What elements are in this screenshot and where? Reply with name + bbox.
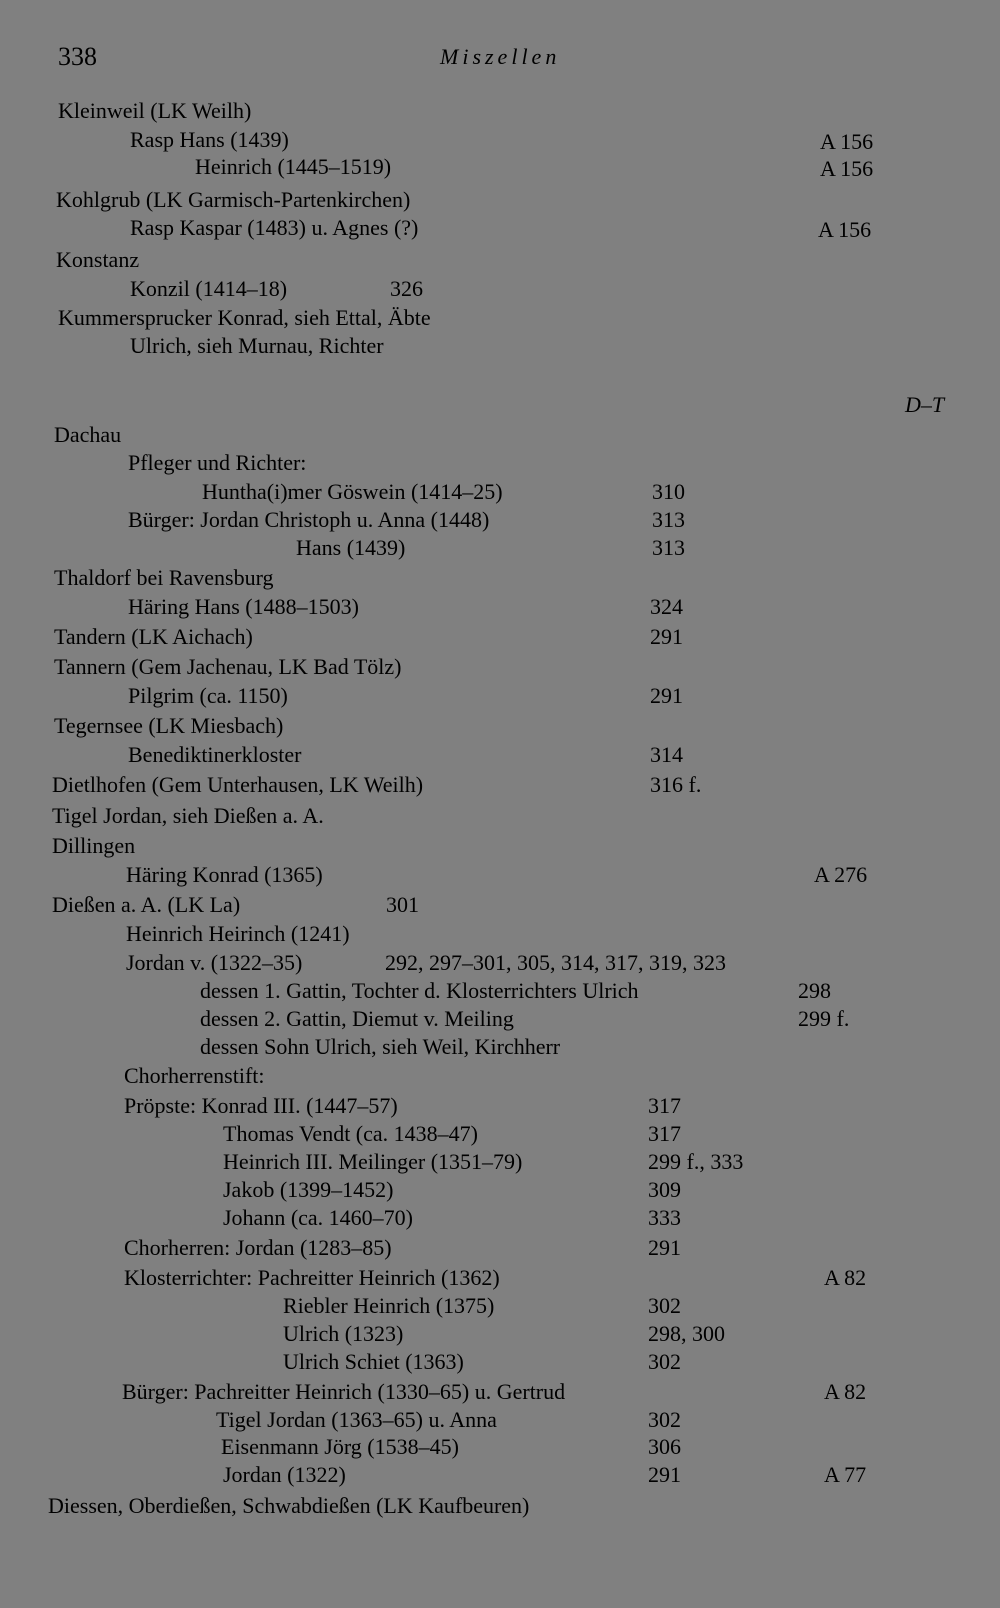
page-ref: 317 <box>648 1121 681 1146</box>
index-entry: Thomas Vendt (ca. 1438–47) <box>223 1121 478 1146</box>
index-entry: Kleinweil (LK Weilh) <box>58 98 252 123</box>
index-entry: Eisenmann Jörg (1538–45) <box>221 1434 459 1459</box>
page-ref: 333 <box>648 1205 681 1230</box>
page-ref: 326 <box>390 276 423 301</box>
page-ref: 302 <box>648 1293 681 1318</box>
index-entry: Pilgrim (ca. 1150) <box>128 683 288 708</box>
page-ref: 299 f., 333 <box>648 1149 744 1174</box>
index-entry: Heinrich (1445–1519) <box>195 154 392 179</box>
page-ref: 302 <box>648 1349 681 1374</box>
appendix-ref: A 156 <box>820 129 874 154</box>
index-entry: Jordan (1322) <box>223 1462 346 1487</box>
page-ref: 291 <box>648 1235 681 1260</box>
index-entry: Pröpste: Konrad III. (1447–57) <box>124 1093 398 1118</box>
index-entry: Bürger: Jordan Christoph u. Anna (1448) <box>128 507 490 532</box>
index-entry: Tegernsee (LK Miesbach) <box>54 713 284 738</box>
appendix-ref: A 156 <box>820 156 874 181</box>
index-entry: Tigel Jordan (1363–65) u. Anna <box>216 1407 497 1432</box>
index-entry: Kummersprucker Konrad, sieh Ettal, Äbte <box>58 305 431 330</box>
index-entry: Jakob (1399–1452) <box>223 1177 394 1202</box>
running-title: Miszellen <box>440 44 561 69</box>
page-ref: 314 <box>650 742 683 767</box>
appendix-ref: A 156 <box>818 217 872 242</box>
index-entry: Dillingen <box>52 833 136 858</box>
index-entry: Konstanz <box>56 247 140 272</box>
page-ref: 299 f. <box>798 1006 850 1031</box>
section-marker: D–T <box>905 392 945 417</box>
index-entry: dessen Sohn Ulrich, sieh Weil, Kirchherr <box>200 1034 561 1059</box>
index-entry: Dießen a. A. (LK La) <box>52 892 241 917</box>
appendix-ref: A 276 <box>814 862 868 887</box>
page-ref: 313 <box>652 507 685 532</box>
index-entry: Ulrich, sieh Murnau, Richter <box>130 333 384 358</box>
index-entry: Dietlhofen (Gem Unterhausen, LK Weilh) <box>52 772 424 797</box>
index-entry: Heinrich Heirinch (1241) <box>126 921 350 946</box>
index-entry: Tigel Jordan, sieh Dießen a. A. <box>52 803 324 828</box>
page-ref: 301 <box>386 892 419 917</box>
page-ref: 309 <box>648 1177 681 1202</box>
page-ref: 291 <box>650 683 683 708</box>
index-entry: Chorherrenstift: <box>124 1063 265 1088</box>
index-entry: dessen 1. Gattin, Tochter d. Klosterrichters Ulrich <box>200 978 639 1003</box>
page-ref: 313 <box>652 535 685 560</box>
index-entry: Diessen, Oberdießen, Schwabdießen (LK Kaufbeuren) <box>48 1493 530 1518</box>
index-entry: Kohlgrub (LK Garmisch-Partenkirchen) <box>56 187 411 212</box>
index-entry: Hans (1439) <box>296 535 406 560</box>
index-entry: Benediktinerkloster <box>128 742 302 767</box>
index-entry: Johann (ca. 1460–70) <box>223 1205 414 1230</box>
index-entry: Tandern (LK Aichach) <box>54 624 253 649</box>
appendix-ref: A 77 <box>824 1462 867 1487</box>
index-entry: Tannern (Gem Jachenau, LK Bad Tölz) <box>54 654 402 679</box>
page-ref: 324 <box>650 594 683 619</box>
index-entry: Rasp Hans (1439) <box>130 127 289 152</box>
index-entry: Huntha(i)mer Göswein (1414–25) <box>202 479 503 504</box>
page-ref: 298, 300 <box>648 1321 725 1346</box>
index-entry: Riebler Heinrich (1375) <box>283 1293 495 1318</box>
index-entry: dessen 2. Gattin, Diemut v. Meiling <box>200 1006 514 1031</box>
page-ref: 291 <box>650 624 683 649</box>
page-ref: 298 <box>798 978 831 1003</box>
index-entry: Jordan v. (1322–35) <box>126 950 303 975</box>
index-entry: Pfleger und Richter: <box>128 450 307 475</box>
page-ref: 310 <box>652 479 685 504</box>
index-entry: Häring Konrad (1365) <box>126 862 323 887</box>
index-entry: Rasp Kaspar (1483) u. Agnes (?) <box>130 215 419 240</box>
page-ref: 306 <box>648 1434 681 1459</box>
index-entry: Ulrich (1323) <box>283 1321 404 1346</box>
appendix-ref: A 82 <box>824 1265 867 1290</box>
index-entry: Häring Hans (1488–1503) <box>128 594 359 619</box>
index-entry: Chorherren: Jordan (1283–85) <box>124 1235 392 1260</box>
index-entry: Ulrich Schiet (1363) <box>283 1349 464 1374</box>
index-entry: Konzil (1414–18) <box>130 276 288 301</box>
index-entry: Heinrich III. Meilinger (1351–79) <box>223 1149 523 1174</box>
index-entry: Klosterrichter: Pachreitter Heinrich (1362) <box>124 1265 500 1290</box>
page-header <box>0 0 1000 100</box>
appendix-ref: A 82 <box>824 1379 867 1404</box>
index-entry: Dachau <box>54 422 122 447</box>
page-ref: 302 <box>648 1407 681 1432</box>
page-ref: 316 f. <box>650 772 702 797</box>
page-ref: 291 <box>648 1462 681 1487</box>
page-ref: 317 <box>648 1093 681 1118</box>
page-number: 338 <box>58 42 97 71</box>
index-entry: Bürger: Pachreitter Heinrich (1330–65) u. Gertrud <box>122 1379 566 1404</box>
index-entry: Thaldorf bei Ravensburg <box>54 565 274 590</box>
page-ref: 292, 297–301, 305, 314, 317, 319, 323 <box>385 950 726 975</box>
